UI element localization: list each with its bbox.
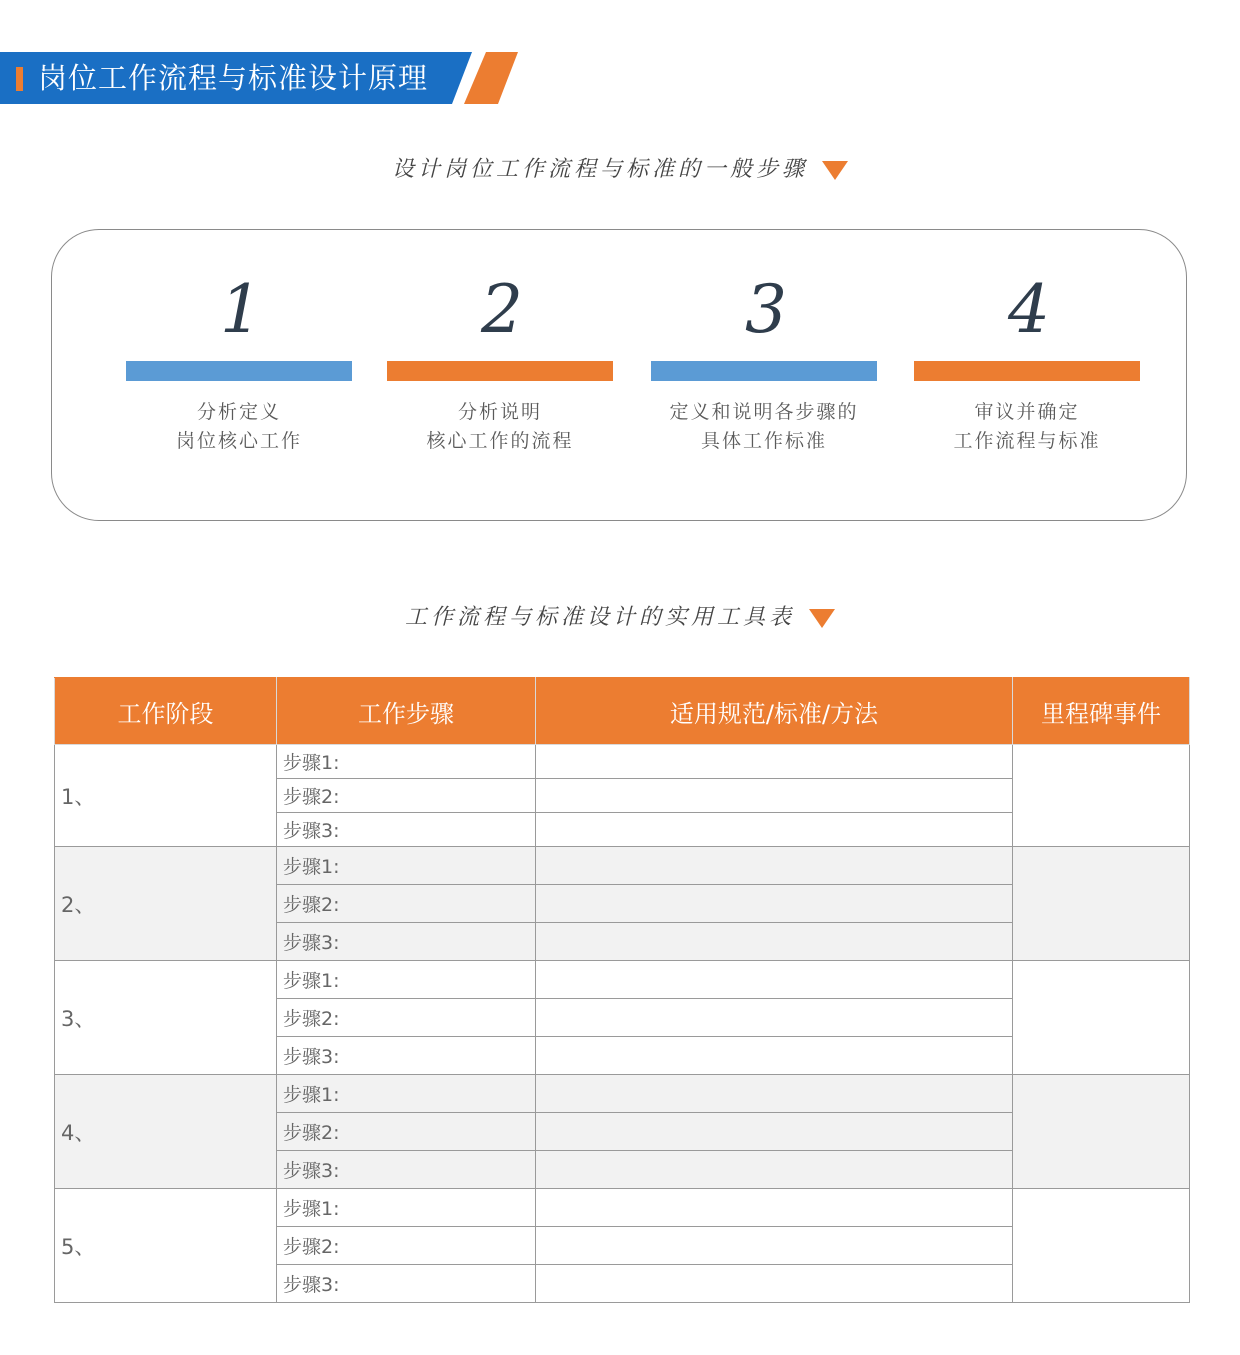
step-cell: 步骤3: bbox=[277, 923, 536, 961]
step-description bbox=[126, 398, 352, 456]
step-cell: 步骤1: bbox=[277, 1075, 536, 1113]
table-row bbox=[55, 745, 1190, 779]
column-header-milestones: 里程碑事件 bbox=[1013, 678, 1190, 745]
steps-section-heading bbox=[0, 152, 1240, 183]
standards-cell[interactable] bbox=[536, 961, 1013, 999]
table-row bbox=[55, 1189, 1190, 1227]
step-cell: 步骤2: bbox=[277, 1227, 536, 1265]
header-banner bbox=[0, 52, 520, 104]
column-header-standards: 适用规范/标准/方法 bbox=[536, 678, 1013, 745]
tool-table-heading bbox=[0, 600, 1240, 631]
step-cell: 步骤1: bbox=[277, 1189, 536, 1227]
step-description-line: 工作流程与标准 bbox=[953, 430, 1101, 452]
step-description-line: 岗位核心工作 bbox=[175, 430, 302, 452]
step-number: 2 bbox=[481, 271, 523, 348]
milestone-cell[interactable] bbox=[1013, 1189, 1190, 1303]
step-cell: 步骤2: bbox=[277, 999, 536, 1037]
table-row bbox=[55, 961, 1190, 999]
step-description-line: 分析定义 bbox=[196, 401, 281, 423]
step-cell: 步骤3: bbox=[277, 1265, 536, 1303]
step-bar-blue bbox=[126, 361, 352, 381]
step-description-line: 审议并确定 bbox=[974, 401, 1080, 423]
milestone-cell[interactable] bbox=[1013, 961, 1190, 1075]
standards-cell[interactable] bbox=[536, 1113, 1013, 1151]
standards-cell[interactable] bbox=[536, 745, 1013, 779]
standards-cell[interactable] bbox=[536, 999, 1013, 1037]
step-cell: 步骤1: bbox=[277, 745, 536, 779]
standards-cell[interactable] bbox=[536, 923, 1013, 961]
standards-cell[interactable] bbox=[536, 847, 1013, 885]
standards-cell[interactable] bbox=[536, 1037, 1013, 1075]
phase-cell: 2、 bbox=[55, 847, 277, 961]
step-description-line: 核心工作的流程 bbox=[426, 430, 574, 452]
standards-cell[interactable] bbox=[536, 1189, 1013, 1227]
step-bar-blue bbox=[651, 361, 877, 381]
milestone-cell[interactable] bbox=[1013, 847, 1190, 961]
step-cell: 步骤2: bbox=[277, 1113, 536, 1151]
step-cell: 步骤3: bbox=[277, 1151, 536, 1189]
standards-cell[interactable] bbox=[536, 1265, 1013, 1303]
standards-cell[interactable] bbox=[536, 1227, 1013, 1265]
table-header-row bbox=[55, 678, 1190, 745]
standards-cell[interactable] bbox=[536, 1151, 1013, 1189]
step-number: 3 bbox=[745, 271, 787, 348]
step-bar-orange bbox=[387, 361, 613, 381]
column-header-steps: 工作步骤 bbox=[277, 678, 536, 745]
standards-cell[interactable] bbox=[536, 779, 1013, 813]
step-cell: 步骤3: bbox=[277, 1037, 536, 1075]
tool-table bbox=[54, 677, 1190, 1303]
steps-section-heading-text: 设计岗位工作流程与标准的一般步骤 bbox=[391, 157, 808, 182]
standards-cell[interactable] bbox=[536, 885, 1013, 923]
step-cell: 步骤3: bbox=[277, 813, 536, 847]
step-cell: 步骤2: bbox=[277, 885, 536, 923]
standards-cell[interactable] bbox=[536, 813, 1013, 847]
step-number: 1 bbox=[220, 271, 262, 348]
milestone-cell[interactable] bbox=[1013, 1075, 1190, 1189]
step-cell: 步骤1: bbox=[277, 847, 536, 885]
phase-cell: 4、 bbox=[55, 1075, 277, 1189]
column-header-phase: 工作阶段 bbox=[55, 678, 277, 745]
tool-table-heading-text: 工作流程与标准设计的实用工具表 bbox=[404, 605, 795, 630]
step-description-line: 分析说明 bbox=[457, 401, 542, 423]
step-number: 4 bbox=[1008, 271, 1050, 348]
step-description bbox=[387, 398, 613, 456]
table-row bbox=[55, 847, 1190, 885]
phase-cell: 3、 bbox=[55, 961, 277, 1075]
step-description bbox=[651, 398, 877, 456]
triangle-down-icon bbox=[822, 161, 848, 180]
step-description-line: 具体工作标准 bbox=[700, 430, 827, 452]
phase-cell: 5、 bbox=[55, 1189, 277, 1303]
triangle-down-icon bbox=[809, 609, 835, 628]
step-cell: 步骤2: bbox=[277, 779, 536, 813]
table-row bbox=[55, 1075, 1190, 1113]
step-description bbox=[914, 398, 1140, 456]
standards-cell[interactable] bbox=[536, 1075, 1013, 1113]
step-description-line: 定义和说明各步骤的 bbox=[669, 401, 859, 423]
phase-cell: 1、 bbox=[55, 745, 277, 847]
page-title: 岗位工作流程与标准设计原理 bbox=[38, 61, 429, 95]
steps-panel bbox=[51, 229, 1187, 521]
milestone-cell[interactable] bbox=[1013, 745, 1190, 847]
step-cell: 步骤1: bbox=[277, 961, 536, 999]
step-bar-orange bbox=[914, 361, 1140, 381]
